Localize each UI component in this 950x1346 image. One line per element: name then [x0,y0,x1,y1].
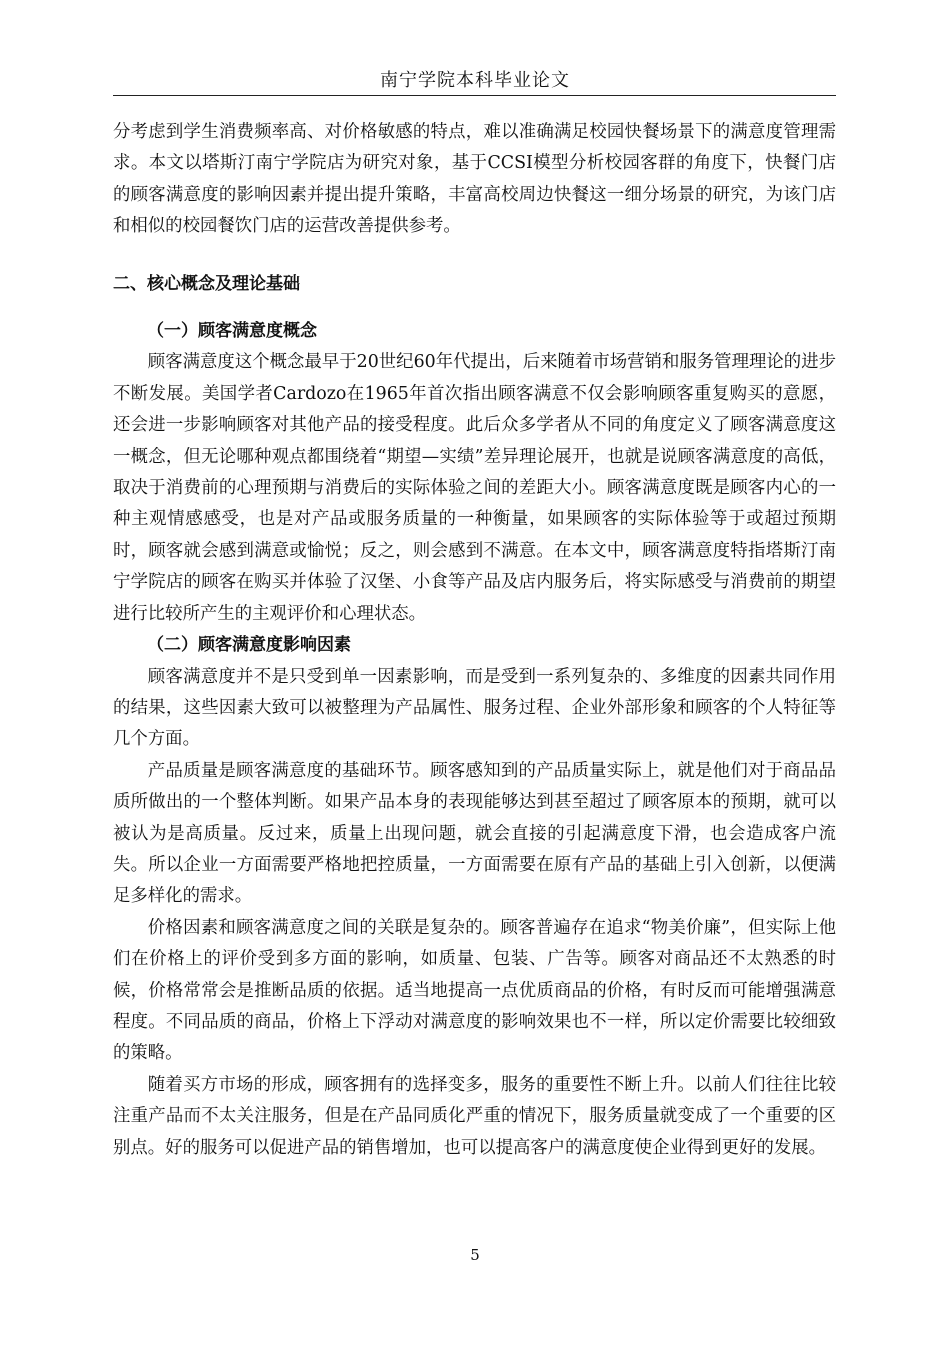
document-body [113,117,836,1164]
page-header-title: 南宁学院本科毕业论文 [380,70,570,91]
header-divider [113,95,836,96]
paragraph-intro-continued: 分考虑到学生消费频率高、对价格敏感的特点，难以准确满足校园快餐场景下的满意度管理需求。本文以塔斯汀南宁学院店为研究对象，基于CCSI模型分析校园客群的角度下，快餐门店的顾客满意度的影响因素并提出提升策略，丰富高校周边快餐这一细分场景的研究，为该门店和相似的校园餐饮门店的运营改善提供参考。 [113,122,836,237]
section-heading: 二、核心概念及理论基础 [113,273,300,294]
paragraph-satisfaction-concept: 顾客满意度这个概念最早于20世纪60年代提出，后来随着市场营销和服务管理理论的进步不断发展。美国学者Cardozo在1965年首次指出顾客满意不仅会影响顾客重复购买的意愿，还会进一步影响顾客对其他产品的接受程度。此后众多学者从不同的角度定义了顾客满意度这一概念，但无论哪种观点都围绕着“期望—实绩”差异理论展开，也就是说顾客满意度的高低，取决于消费前的心理预期与消费后的实际体验之间的差距大小。顾客满意度既是顾客内心的一种主观情感感受，也是对产品或服务质量的一种衡量，如果顾客的实际体验等于或超过预期时，顾客就会感到满意或愉悦；反之，则会感到不满意。在本文中，顾客满意度特指塔斯汀南宁学院店的顾客在购买并体验了汉堡、小食等产品及店内服务后，将实际感受与消费前的期望进行比较所产生的主观评价和心理状态。 [113,352,836,624]
paragraph-price-factor: 价格因素和顾客满意度之间的关联是复杂的。顾客普遍存在追求“物美价廉”，但实际上他们在价格上的评价受到多方面的影响，如质量、包装、广告等。顾客对商品还不太熟悉的时候，价格常常会是推断品质的依据。适当地提高一点优质商品的价格，有时反而可能增强满意程度。不同品质的商品，价格上下浮动对满意度的影响效果也不一样，所以定价需要比较细致的策略。 [113,917,836,1064]
subsection-heading-2: （二）顾客满意度影响因素 [147,635,351,656]
subsection-heading-1: （一）顾客满意度概念 [147,321,317,342]
paragraph-product-quality: 产品质量是顾客满意度的基础环节。顾客感知到的产品质量实际上，就是他们对于商品品质所做出的一个整体判断。如果产品本身的表现能够达到甚至超过了顾客原本的预期，就可以被认为是高质量。反过来，质量上出现问题，就会直接的引起满意度下滑，也会造成客户流失。所以企业一方面需要严格地把控质量，一方面需要在原有产品的基础上引入创新，以便满足多样化的需求。 [113,760,836,907]
paragraph-factors-overview: 顾客满意度并不是只受到单一因素影响，而是受到一系列复杂的、多维度的因素共同作用的结果，这些因素大致可以被整理为产品属性、服务过程、企业外部形象和顾客的个人特征等几个方面。 [113,666,836,750]
paragraph-service-factor: 随着买方市场的形成，顾客拥有的选择变多，服务的重要性不断上升。以前人们往往比较注重产品而不太关注服务，但是在产品同质化严重的情况下，服务质量就变成了一个重要的区别点。好的服务可以促进产品的销售增加，也可以提高客户的满意度使企业得到更好的发展。 [113,1074,836,1158]
page-number: 5 [470,1246,480,1264]
